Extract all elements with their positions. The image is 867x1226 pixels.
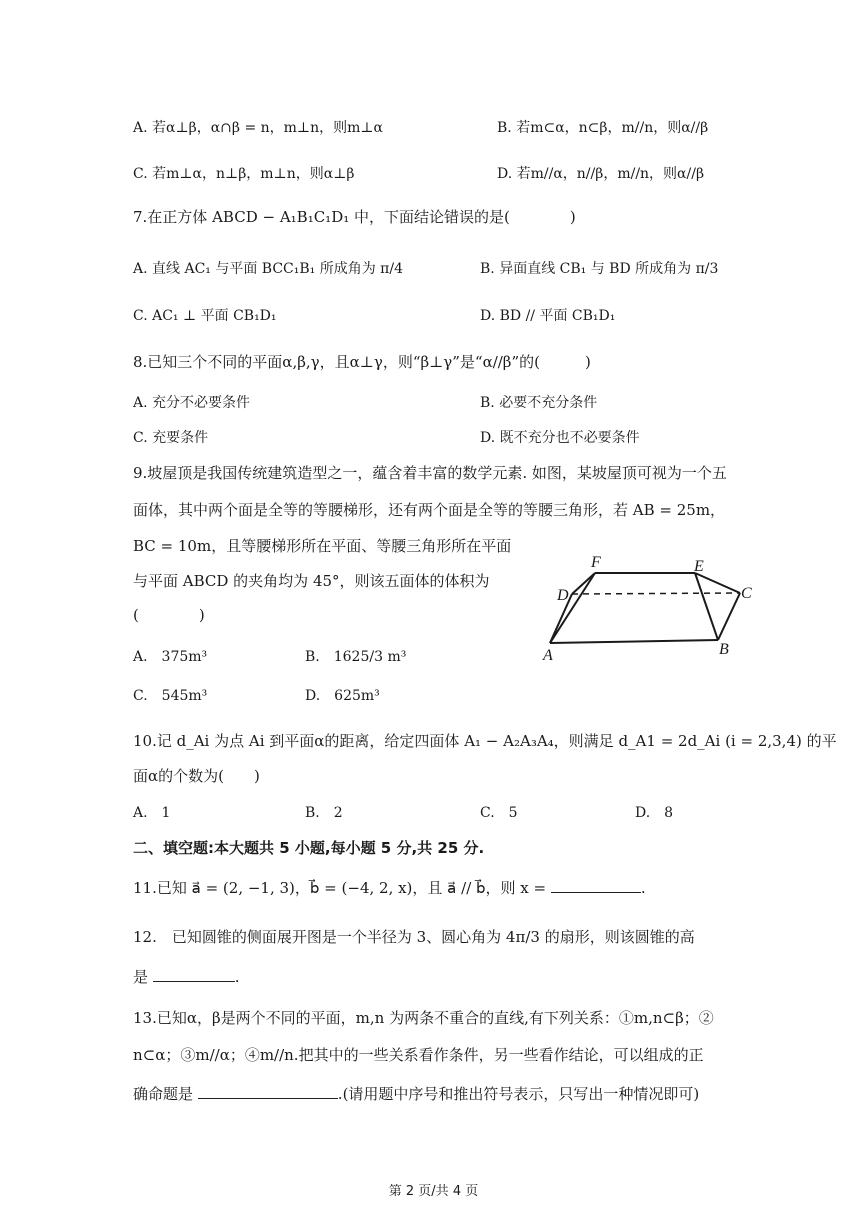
q12-line-2 [133, 965, 240, 988]
q8-stem: 8.已知三个不同的平面α,β,γ，且α⊥γ，则“β⊥γ”是“α//β”的( ) [133, 353, 591, 371]
q13-line-3 [133, 1082, 699, 1105]
q7-option-a: A. 直线 AC₁ 与平面 BCC₁B₁ 所成角为 π/4 [133, 261, 404, 277]
q6-option-a: A. 若α⊥β，α∩β = n，m⊥n，则m⊥α [133, 120, 384, 136]
q9-line-2: 面体，其中两个面是全等的等腰梯形，还有两个面是全等的等腰三角形，若 AB = 25m， [133, 501, 726, 519]
q12-end: . [234, 968, 240, 986]
edge-fa [550, 573, 595, 643]
q12-line-1: 12. 已知圆锥的侧面展开图是一个半径为 3、圆心角为 4π/3 的扇形，则该圆锥的高 [133, 928, 695, 946]
q11-text: 11.已知 a⃗ = (2, −1, 3)，b⃗ = (−4, 2, x)，且 a⃗ // b⃗，则 x = [133, 879, 547, 897]
q8-option-a: A. 充分不必要条件 [133, 395, 251, 411]
q13-text: 确命题是 [133, 1085, 194, 1103]
q8-option-d: D. 既不充分也不必要条件 [480, 430, 640, 446]
label-c: C [741, 585, 752, 602]
q9-line-3: BC = 10m，且等腰梯形所在平面、等腰三角形所在平面 [133, 537, 512, 555]
page-number-footer: 第 2 页/共 4 页 [388, 1184, 479, 1199]
q10-option-d: D. 8 [635, 805, 674, 821]
q9-option-b: B. 1625/3 m³ [305, 649, 407, 665]
section-title-fill-in: 二、填空题:本大题共 5 小题,每小题 5 分,共 25 分. [133, 839, 485, 857]
q7-stem: 7.在正方体 ABCD − A₁B₁C₁D₁ 中，下面结论错误的是( ) [133, 208, 576, 226]
q6-option-b: B. 若m⊂α，n⊂β，m//n，则α//β [497, 120, 709, 136]
q9-option-a: A. 375m³ [133, 649, 208, 665]
roof-pentahedron-figure [535, 548, 765, 663]
edge-ab [550, 640, 718, 643]
q11-end: . [640, 879, 646, 897]
label-d: D [557, 587, 569, 604]
edge-dc-hidden [572, 593, 740, 594]
q9-option-d: D. 625m³ [305, 688, 380, 704]
q9-line-4: 与平面 ABCD 的夹角均为 45°，则该五面体的体积为 [133, 572, 490, 590]
q10-line-1: 10.记 d_Ai 为点 Ai 到平面α的距离，给定四面体 A₁ − A₂A₃A₄，则满足 d_A1 = 2d_Ai (i = 2,3,4) 的平 [133, 732, 837, 750]
q10-line-2: 面α的个数为( ) [133, 767, 260, 785]
edge-eb [695, 573, 718, 640]
q10-option-a: A. 1 [133, 805, 171, 821]
q11-answer-blank[interactable] [551, 876, 641, 893]
label-a: A [543, 647, 553, 663]
edge-bc [718, 593, 740, 640]
q7-option-c: C. AC₁ ⊥ 平面 CB₁D₁ [133, 308, 277, 324]
q10-option-c: C. 5 [480, 805, 518, 821]
label-e: E [694, 558, 704, 575]
q12-text: 是 [133, 968, 149, 986]
label-b: B [719, 641, 729, 658]
q11-line [133, 876, 646, 899]
q9-option-c: C. 545m³ [133, 688, 208, 704]
q13-line-1: 13.已知α，β是两个不同的平面，m,n 为两条不重合的直线,有下列关系：①m,n⊂β；② [133, 1009, 714, 1027]
q7-option-d: D. BD // 平面 CB₁D₁ [480, 308, 616, 324]
q9-line-5: ( ) [133, 606, 205, 624]
q8-option-c: C. 充要条件 [133, 430, 209, 446]
q6-option-d: D. 若m//α，n//β，m//n，则α//β [497, 166, 705, 182]
label-f: F [591, 554, 601, 571]
q9-line-1: 9.坡屋顶是我国传统建筑造型之一，蕴含着丰富的数学元素. 如图，某坡屋顶可视为一个五 [133, 464, 727, 482]
q13-answer-blank[interactable] [198, 1082, 338, 1099]
q12-answer-blank[interactable] [153, 965, 235, 982]
q13-line-2: n⊂α；③m//α；④m//n.把其中的一些关系看作条件，另一些看作结论，可以组成的正 [133, 1046, 704, 1064]
q7-option-b: B. 异面直线 CB₁ 与 BD 所成角为 π/3 [480, 261, 719, 277]
q10-option-b: B. 2 [305, 805, 343, 821]
q6-option-c: C. 若m⊥α，n⊥β，m⊥n，则α⊥β [133, 166, 355, 182]
q8-option-b: B. 必要不充分条件 [480, 395, 598, 411]
q13-hint: .(请用题中序号和推出符号表示，只写出一种情况即可) [337, 1085, 700, 1103]
